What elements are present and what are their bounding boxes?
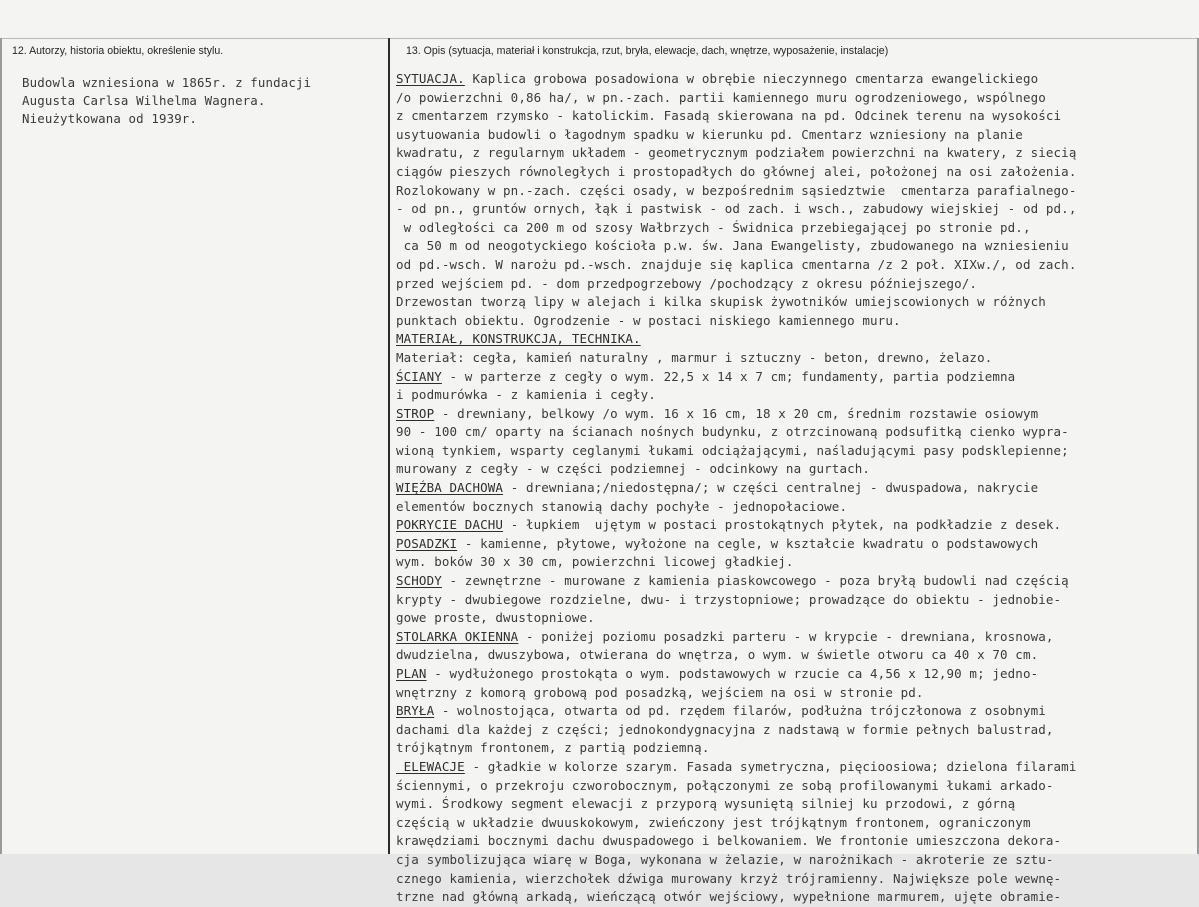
line-text: kwadratu, z regularnym układem - geometrycznym podziałem powierzchni na kwatery, z siecią xyxy=(396,145,1077,161)
line-text: - wydłużonego prostokąta o wym. podstawowych w rzucie ca 4,56 x 12,90 m; jedno- xyxy=(426,666,1039,681)
description-line xyxy=(396,200,1188,219)
section-heading: POKRYCIE DACHU xyxy=(396,517,504,533)
line-text: gowe proste, dwustopniowe. xyxy=(396,610,595,626)
description-line xyxy=(396,814,1188,833)
description-line xyxy=(396,646,1188,665)
description-line xyxy=(396,219,1188,238)
line-text: wioną tynkiem, wsparty ceglanymi łukami odciążającymi, naśladującymi pasy podsklepienne; xyxy=(396,442,1069,458)
section-13-heading: 13. Opis (sytuacja, materiał i konstrukcja, rzut, bryła, elewacje, dach, wnętrze, wyposażenie, instalacje) xyxy=(406,45,889,57)
line-text: wnętrzny z komorą grobową pod posadzką, wejściem na osi w stronie pd. xyxy=(396,684,924,700)
section-heading: STOLARKA OKIENNA xyxy=(396,628,519,644)
left-border xyxy=(0,38,2,854)
description-line xyxy=(396,182,1188,201)
line-text: murowany z cegły - w części podziemnej - odcinkowy na gurtach. xyxy=(396,461,871,477)
line-text: od pd.-wsch. W narożu pd.-wsch. znajduje się kaplica cmentarna /z 2 poł. XIXw./, od zach. xyxy=(396,256,1077,272)
description-line xyxy=(396,628,1188,647)
description-line xyxy=(396,777,1188,796)
line-text: - kamienne, płytowe, wyłożone na cegle, w kształcie kwadratu o podstawowych xyxy=(457,535,1039,551)
description-line xyxy=(396,89,1188,108)
description-line xyxy=(396,442,1188,461)
line-text: ściennymi, o przekroju czworobocznym, połączonymi ze sobą profilowanymi łukami arkado- xyxy=(396,777,1054,793)
description-line xyxy=(396,349,1188,368)
line-text: Drzewostan tworzą lipy w alejach i kilka skupisk żywotników umiejscowionych w różnych xyxy=(396,294,1046,310)
description-line xyxy=(396,330,1188,349)
description-line xyxy=(396,479,1188,498)
description-line xyxy=(396,553,1188,572)
section-heading: ELEWACJE xyxy=(396,758,465,774)
description-line xyxy=(396,107,1188,126)
line-text: - drewniana;/niedostępna/; w części centralnej - dwuspadowa, nakrycie xyxy=(503,480,1039,496)
description-line xyxy=(396,832,1188,851)
line-text: - zewnętrzne - murowane z kamienia piaskowcowego - poza bryłą budowli nad częścią xyxy=(441,573,1069,589)
section-heading: MATERIAŁ, KONSTRUKCJA, TECHNIKA. xyxy=(396,331,641,347)
line-text: przed wejściem pd. - dom przedpogrzebowy /pochodzący z okresu późniejszego/. xyxy=(396,275,978,291)
description-line xyxy=(396,888,1188,907)
line-text: wymi. Środkowy segment elewacji z przyporą wysuniętą silniej ku przodowi, z górną xyxy=(396,796,1016,812)
description-line xyxy=(396,237,1188,256)
section-heading: STROP xyxy=(396,405,435,421)
description-line xyxy=(396,312,1188,331)
description-line xyxy=(396,163,1188,182)
line-text: wym. boków 30 x 30 cm, powierzchni licowej gładkiej. xyxy=(396,554,794,570)
line-text: cja symbolizująca wiarę w Boga, wykonana w żelazie, w narożnikach - akroterie ze sztu- xyxy=(396,851,1054,867)
description-line xyxy=(396,535,1188,554)
line-text: dwudzielna, dwuszybowa, otwierana do wnętrza, o wym. w świetle otworu ca 40 x 70 cm. xyxy=(396,647,1039,663)
description-line xyxy=(396,293,1188,312)
section-heading: PLAN xyxy=(396,666,427,681)
line-text: 90 - 100 cm/ oparty na ścianach nośnych budynku, z otrzcinowaną podsufitką cienko wypra- xyxy=(396,424,1069,440)
line-text: - wolnostojąca, otwarta od pd. rzędem filarów, podłużna trójczłonowa z osobnymi xyxy=(434,703,1046,719)
line-text: Rozlokowany w pn.-zach. części osady, w bezpośrednim sąsiedztwie cmentarza parafialnego- xyxy=(396,182,1077,198)
authors-history-text: Budowla wzniesiona w 1865r. z fundacji Augusta Carlsa Wilhelma Wagnera. Nieużytkowana od 1939r. xyxy=(22,75,312,127)
description-line xyxy=(396,758,1188,777)
line-text: punktach obiektu. Ogrodzenie - w postaci niskiego kamiennego muru. xyxy=(396,312,901,328)
description-line xyxy=(396,591,1188,610)
column-divider xyxy=(388,38,390,854)
description-line xyxy=(396,851,1188,870)
line-text: cznego kamienia, wierzchołek dźwiga murowany krzyż trójramienny. Największe pole wewnę- xyxy=(396,870,1062,886)
line-text: - gładkie w kolorze szarym. Fasada symetryczna, pięcioosiowa; dzielona filarami xyxy=(464,758,1077,774)
line-text: ciągów pieszych równoległych i prostopadłych do głównej alei, położonej na osi założenia. xyxy=(396,163,1077,179)
description-line xyxy=(396,739,1188,758)
line-text: usytuowania budowli o łagodnym spadku w kierunku pd. Cmentarz wzniesiony na planie xyxy=(396,126,1023,142)
description-line xyxy=(396,405,1188,424)
description-line xyxy=(396,684,1188,703)
description-line xyxy=(396,609,1188,628)
description-line xyxy=(396,70,1188,89)
line-text: krawędziami bocznymi dachu dwuspadowego i belkowaniem. We frontonie umieszczona dekora- xyxy=(396,833,1062,849)
line-text: i podmurówka - z kamienia i cegły. xyxy=(396,387,656,403)
line-text: - poniżej poziomu posadzki parteru - w krypcie - drewniana, krosnowa, xyxy=(518,628,1054,644)
line-text: dachami dla każdej z części; jednokondygnacyjna z nadstawą w formie pełnych balustrad, xyxy=(396,721,1054,737)
line-text: /o powierzchni 0,86 ha/, w pn.-zach. partii kamiennego muru ogrodzeniowego, wspólnego xyxy=(396,89,1046,105)
section-heading: SCHODY xyxy=(396,573,442,589)
description-line xyxy=(396,516,1188,535)
line-text: w odległości ca 200 m od szosy Wałbrzych - Świdnica przebiegającej po stronie pd., xyxy=(396,219,1031,235)
description-line xyxy=(396,386,1188,405)
description-line xyxy=(396,498,1188,517)
description-line xyxy=(396,572,1188,591)
line-text: trzne nad główną arkadą, wieńczącą otwór wejściowy, wypełnione marmurem, ujęte obramie- xyxy=(396,889,1062,905)
description-line xyxy=(396,144,1188,163)
section-heading: BRYŁA xyxy=(396,703,435,719)
line-text: trójkątnym frontonem, z partią podziemną. xyxy=(396,740,710,756)
section-heading: WIĘŹBA DACHOWA xyxy=(396,480,504,496)
description-line xyxy=(396,460,1188,479)
line-text: - łupkiem ujętym w postaci prostokątnych płytek, na podkładzie z desek. xyxy=(503,517,1062,533)
line-text: krypty - dwubiegowe rozdzielne, dwu- i trzystopniowe; prowadzące do obiektu - jednobie- xyxy=(396,591,1062,607)
line-text: z cmentarzem rzymsko - katolickim. Fasadą skierowana na pd. Odcinek terenu na wysokości xyxy=(396,108,1062,124)
top-rule xyxy=(0,38,1199,39)
description-line xyxy=(396,256,1188,275)
section-heading: ŚCIANY xyxy=(396,368,442,384)
description-line xyxy=(396,665,1188,684)
description-line xyxy=(396,275,1188,294)
line-text: elementów bocznych stanowią dachy pochyłe - jednopołaciowe. xyxy=(396,498,848,514)
description-line xyxy=(396,721,1188,740)
description-line xyxy=(396,423,1188,442)
description-text xyxy=(396,70,1188,907)
line-text: Kaplica grobowa posadowiona w obrębie nieczynnego cmentarza ewangelickiego xyxy=(464,71,1039,86)
line-text: - od pn., gruntów ornych, łąk i pastwisk - od zach. i wsch., zabudowy wiejskiej - od pd., xyxy=(396,201,1077,217)
description-line xyxy=(396,795,1188,814)
line-text: Materiał: cegła, kamień naturalny , marmur i sztuczny - beton, drewno, żelazo. xyxy=(396,349,993,365)
description-line xyxy=(396,702,1188,721)
line-text: częścią w układzie dwuuskokowym, zwieńczony jest trójkątnym frontonem, ograniczonym xyxy=(396,814,1031,830)
section-12-heading: 12. Autorzy, historia obiektu, określenie stylu. xyxy=(12,45,224,57)
section-heading: POSADZKI xyxy=(396,535,458,551)
line-text: ca 50 m od neogotyckiego kościoła p.w. św. Jana Ewangelisty, zbudowanego na wzniesieniu xyxy=(396,238,1069,254)
description-line xyxy=(396,126,1188,145)
line-text: - drewniany, belkowy /o wym. 16 x 16 cm, 18 x 20 cm, średnim rozstawie osiowym xyxy=(434,405,1039,421)
description-line xyxy=(396,870,1188,889)
line-text: - w parterze z cegły o wym. 22,5 x 14 x 7 cm; fundamenty, partia podziemna xyxy=(441,368,1016,384)
section-heading: SYTUACJA. xyxy=(396,71,465,86)
description-line xyxy=(396,368,1188,387)
